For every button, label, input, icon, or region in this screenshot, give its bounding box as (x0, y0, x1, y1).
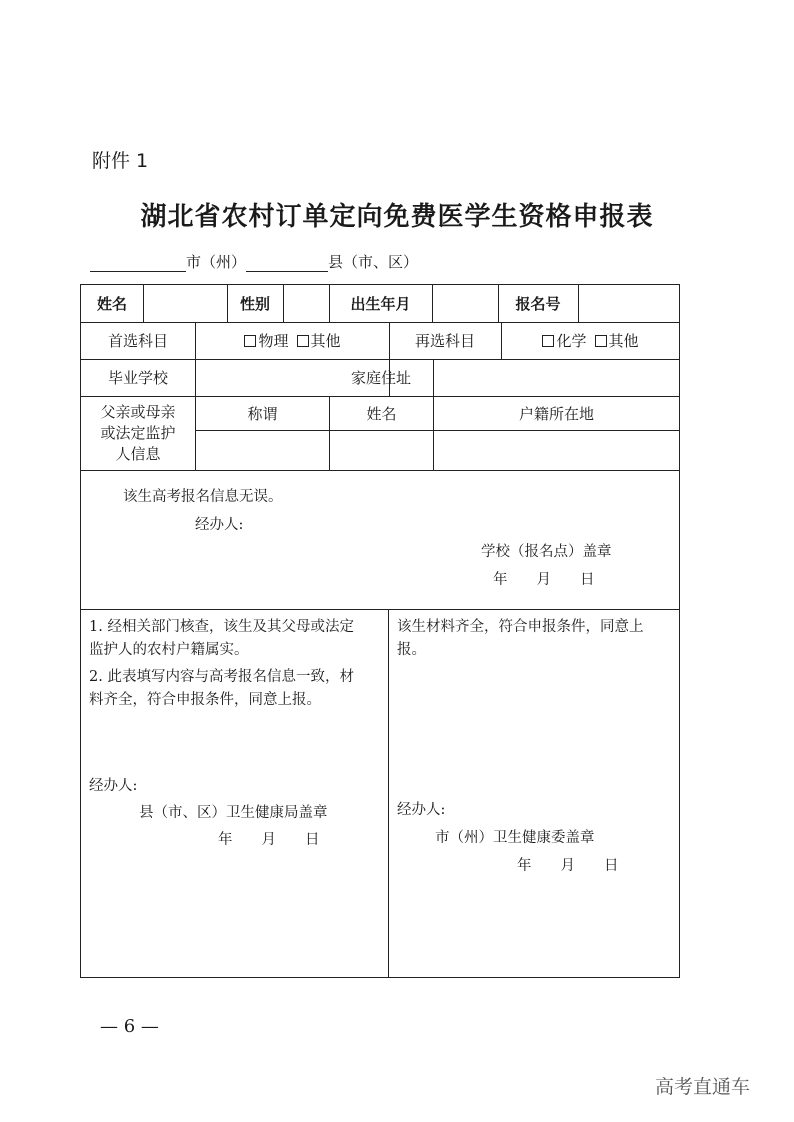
form-title: 湖北省农村订单定向免费医学生资格申报表 (140, 202, 654, 232)
guardian-label (81, 396, 195, 470)
county-item2 (89, 666, 385, 712)
birth-label: 出生年月 (350, 295, 411, 313)
school-label: 毕业学校 (107, 369, 168, 387)
birth-input[interactable] (433, 285, 498, 322)
first-subject-options (196, 322, 389, 359)
city-label: 市（州） (186, 253, 247, 271)
county-item2-line2: 料齐全，符合申报条件，同意上报。 (89, 692, 321, 708)
city-handler: 经办人: (397, 802, 446, 818)
reg-no-label: 报名号 (515, 295, 561, 313)
name-label: 姓名 (96, 295, 127, 313)
guardian-label-line1: 父亲或母亲 (100, 402, 176, 421)
county-handler: 经办人: (89, 778, 138, 794)
other1-checkbox[interactable] (297, 335, 309, 347)
region-line (90, 251, 418, 272)
relation-header: 称谓 (247, 404, 278, 423)
city-statement-line1: 该生材料齐全，符合申报条件，同意上 (397, 619, 644, 635)
county-label: 县（市、区） (328, 253, 419, 271)
address-label: 家庭住址 (350, 369, 411, 387)
application-form (80, 284, 680, 978)
gender-label: 性别 (239, 295, 270, 313)
address-input[interactable] (434, 359, 679, 396)
other1-option: 其他 (310, 332, 341, 350)
watermark: 高考直通车 (655, 1076, 751, 1098)
county-item2-line1: 2. 此表填写内容与高考报名信息一致，材 (89, 669, 354, 685)
guardian-name-header: 姓名 (366, 404, 397, 423)
chemistry-option: 化学 (556, 332, 587, 350)
guardian-label-line3: 人信息 (115, 444, 161, 463)
county-item1-line1: 1. 经相关部门核查，该生及其父母或法定 (89, 619, 354, 635)
school-statement: 该生高考报名信息无误。 (123, 489, 283, 505)
second-subject-options (502, 322, 679, 359)
other2-checkbox[interactable] (595, 335, 607, 347)
first-subject-label: 首选科目 (107, 332, 168, 350)
hukou-input[interactable] (434, 431, 679, 470)
city-date: 年 月 日 (517, 858, 619, 874)
county-blank[interactable] (246, 257, 328, 272)
guardian-label-line2: 或法定监护 (100, 423, 176, 442)
relation-input[interactable] (196, 431, 329, 470)
name-input[interactable] (144, 285, 227, 322)
other2-option: 其他 (608, 332, 639, 350)
county-seal: 县（市、区）卫生健康局盖章 (139, 805, 328, 821)
school-date: 年 月 日 (493, 572, 595, 588)
county-item1 (89, 616, 385, 662)
physics-checkbox[interactable] (244, 335, 256, 347)
city-seal: 市（州）卫生健康委盖章 (435, 830, 595, 846)
physics-option: 物理 (258, 332, 289, 350)
school-seal: 学校（报名点）盖章 (481, 544, 612, 560)
city-blank[interactable] (90, 257, 186, 272)
city-statement (397, 616, 673, 662)
chemistry-checkbox[interactable] (542, 335, 554, 347)
guardian-name-input[interactable] (330, 431, 433, 470)
attachment-label: 附件 1 (92, 150, 149, 172)
school-handler: 经办人: (195, 517, 244, 533)
gender-input[interactable] (284, 285, 329, 322)
hukou-header: 户籍所在地 (518, 404, 594, 423)
page-number: — 6 — (100, 1016, 159, 1037)
county-item1-line2: 监护人的农村户籍属实。 (89, 642, 249, 658)
reg-no-input[interactable] (579, 285, 679, 322)
second-subject-label: 再选科目 (414, 332, 475, 350)
county-date: 年 月 日 (218, 832, 320, 848)
city-statement-line2: 报。 (397, 642, 426, 658)
